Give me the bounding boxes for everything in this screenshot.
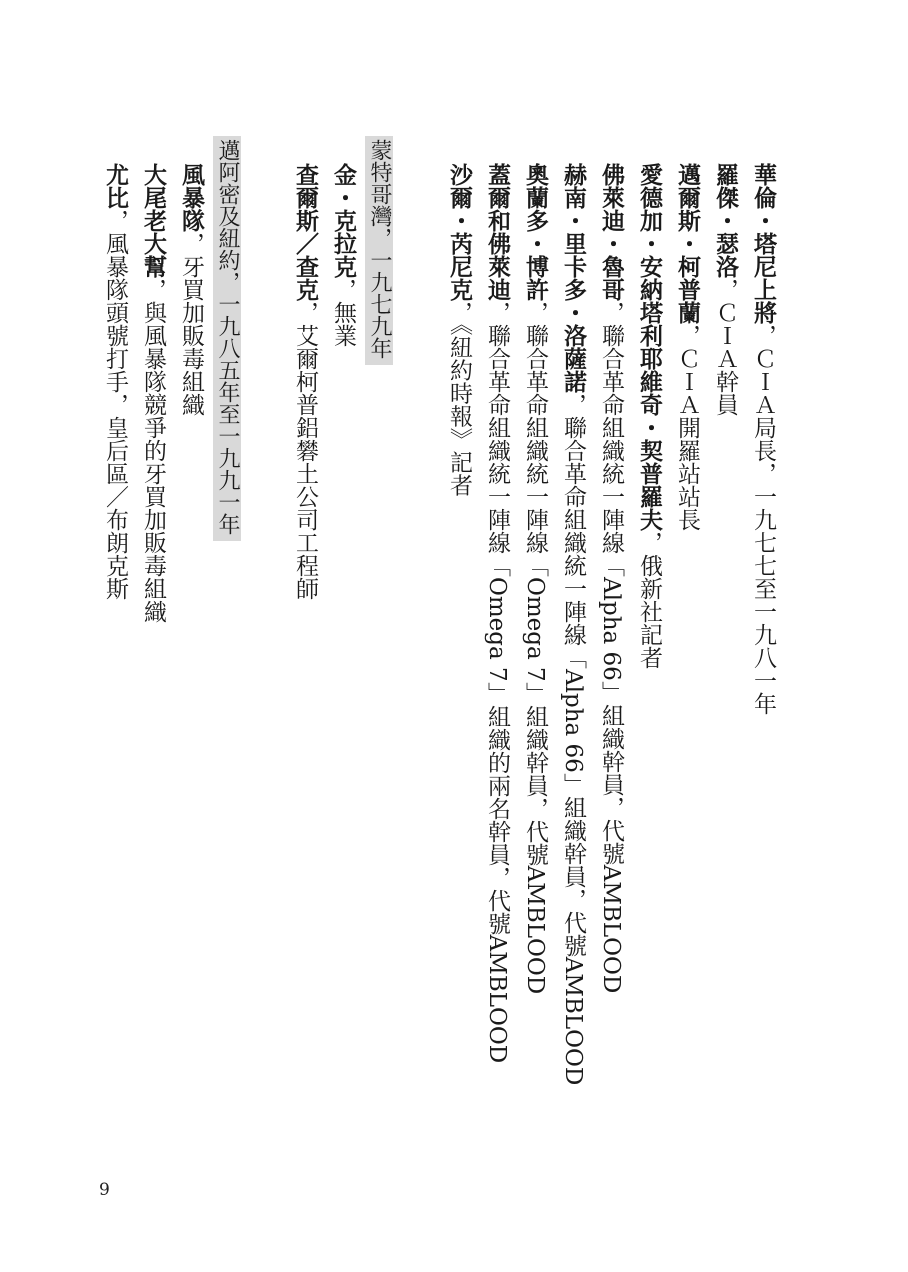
entry-name: 邁爾斯・柯普蘭 [674, 163, 701, 324]
entry-desc: ，聯合革命組織統一陣線「Alpha 66」組織幹員，代號AMBLOOD [598, 301, 624, 994]
entry-7 [522, 163, 548, 994]
entry-name: 蓋爾和佛萊迪 [484, 163, 511, 301]
page-number: 9 [99, 1180, 110, 1200]
entry-name: 查爾斯／查克 [292, 163, 319, 301]
entry-10 [330, 163, 356, 347]
entry-desc: ，俄新社記者 [636, 531, 662, 669]
entry-14 [102, 163, 128, 600]
entry-name: 佛萊迪・魯哥 [598, 163, 625, 301]
entry-5 [598, 163, 624, 993]
entry-name: 奧蘭多・博許 [522, 163, 549, 301]
entry-desc: ，與風暴隊競爭的牙買加販毒組織 [140, 278, 166, 623]
entry-12 [178, 163, 204, 416]
entry-name: 尤比 [102, 163, 129, 209]
entry-name: 風暴隊 [178, 163, 205, 232]
entry-13 [140, 163, 166, 623]
entry-1 [750, 163, 776, 715]
entry-name: 華倫・塔尼上將 [750, 163, 777, 324]
entry-desc: ，艾爾柯普鋁礬土公司工程師 [292, 301, 318, 600]
section-heading-miami-new-york: 邁阿密及紐約，一九八五年至一九九一年 [213, 136, 241, 541]
entry-desc: ，聯合革命組織統一陣線「Omega 7」組織的兩名幹員，代號AMBLOOD [484, 301, 510, 1064]
entry-name: 愛德加・安納塔利耶維奇・契普羅夫 [636, 163, 663, 531]
entry-desc: ，牙買加販毒組織 [178, 232, 204, 416]
entry-desc: ，ＣＩＡ開羅站站長 [674, 324, 700, 531]
entry-name: 大尾老大幫 [140, 163, 167, 278]
entry-name: 沙爾・芮尼克 [446, 163, 473, 301]
entry-9 [446, 163, 472, 497]
entry-2 [712, 163, 738, 416]
entry-3 [674, 163, 700, 531]
entry-desc: ，聯合革命組織統一陣線「Alpha 66」組織幹員，代號AMBLOOD [560, 393, 586, 1086]
entry-name: 羅傑・瑟洛 [712, 163, 739, 278]
entry-desc: ，ＣＩＡ局長，一九七七至一九八一年 [750, 324, 776, 715]
entry-desc: ，無業 [330, 278, 356, 347]
section-heading-montego-bay: 蒙特哥灣，一九七九年 [365, 136, 393, 365]
entry-4 [636, 163, 662, 669]
entry-name: 赫南・里卡多・洛薩諾 [560, 163, 587, 393]
entry-6 [560, 163, 586, 1085]
entry-11 [292, 163, 318, 600]
entry-desc: ，聯合革命組織統一陣線「Omega 7」組織幹員，代號AMBLOOD [522, 301, 548, 995]
entry-desc: ，《紐約時報》記者 [446, 301, 472, 497]
entry-desc: ，風暴隊頭號打手，皇后區／布朗克斯 [102, 209, 128, 600]
entry-name: 金・克拉克 [330, 163, 357, 278]
entry-8 [484, 163, 510, 1063]
entry-desc: ，ＣＩＡ幹員 [712, 278, 738, 416]
